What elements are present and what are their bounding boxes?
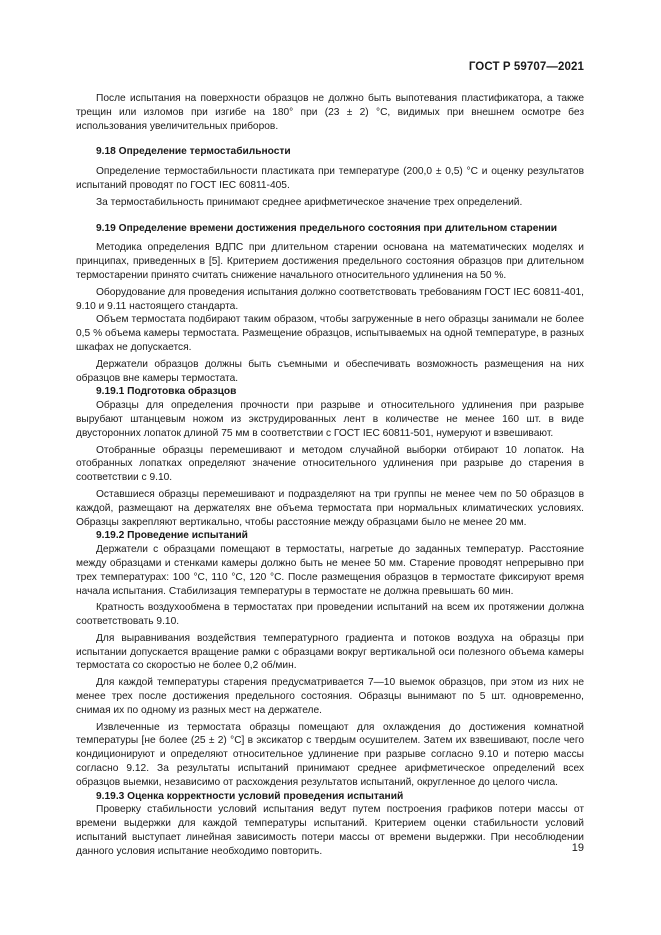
- paragraph: Извлеченные из термостата образцы помещают для охлаждения до достижения комнатной температуры [не более (25 ± 2) °С] в эксикатор с твердым осушителем. Затем их взвешивают, после чего кондиционируют и определяют относительное удлинение при разрыве согласно 9.10 и потерю массы согласно 9.12. За результаты испытаний принимают среднее арифметическое определений всех образцов выемки, независимо от расхождения результатов испытаний, округленное до целого числа.: [76, 721, 584, 788]
- paragraph: Для каждой температуры старения предусматривается 7—10 выемок образцов, при этом из них не менее трех после достижения предельного состояния. Образцы вынимают по 5 шт. одновременно, снимая их по одному из разных мест на держателе.: [76, 677, 584, 716]
- page-number: 19: [571, 842, 584, 854]
- paragraph: Для выравнивания воздействия температурного градиента и потоков воздуха на образцы при испытании допускается вращение рамки с образцами вокруг вертикальной оси полезного объема камеры термостата со скоростью не более 0,2 об/мин.: [76, 632, 584, 672]
- document-code-header: ГОСТ Р 59707—2021: [468, 61, 584, 73]
- paragraph: Кратность воздухообмена в термостатах при проведении испытаний на всем их протяжении должна соответствовать 9.10.: [76, 602, 584, 628]
- paragraph: Оставшиеся образцы перемешивают и подразделяют на три группы не менее чем по 50 образцов в каждой, размещают на держателях вне объема термостата при нормальных климатических условиях. Образцы закрепляют вертикально, чтобы расстояние между образцами было не менее 20 мм.: [76, 488, 584, 528]
- paragraph: Объем термостата подбирают таким образом, чтобы загруженные в него образцы занимали не более 0,5 % объема камеры термостата. Размещение образцов, испытываемых на одной температуре, в разных шкафах не допускается.: [76, 314, 584, 353]
- paragraph: Проверку стабильности условий испытания ведут путем построения графиков потери массы от времени выдержки для каждой температуры испытаний. Критерием оценки стабильности условий испытаний выступает линейная зависимость потери массы от времени выдержки. При несоблюдении данного условия испытание необходимо повторить.: [76, 804, 584, 857]
- subsection-heading: 9.19.2 Проведение испытаний: [96, 530, 248, 542]
- section-heading: 9.19 Определение времени достижения предельного состояния при длительном старении: [96, 222, 558, 234]
- paragraph: За термостабильность принимают среднее арифметическое значение трех определений.: [96, 196, 523, 208]
- paragraph: Методика определения ВДПС при длительном старении основана на математических моделях и принципах, приведенных в [5]. Критерием достижения предельного состояния образцов при длительном термостарении принято считать снижение начального относительного удлинения на 50 %.: [76, 242, 584, 281]
- document-body: [76, 92, 584, 859]
- paragraph: Оборудование для проведения испытания должно соответствовать требованиям ГОСТ IEC 60811-401, 9.10 и 9.11 настоящего стандарта.: [76, 286, 584, 312]
- section-heading: 9.18 Определение термостабильности: [96, 146, 291, 158]
- paragraph: Держатели образцов должны быть съемными и обеспечивать возможность размещения на них образцов вне камеры термостата.: [76, 358, 584, 384]
- paragraph: Определение термостабильности пластиката при температуре (200,0 ± 0,5) °С и оценку результатов испытаний проводят по ГОСТ IEC 60811-405.: [76, 166, 584, 191]
- paragraph: Держатели с образцами помещают в термостаты, нагретые до заданных температур. Расстояние между образцами и стенками камеры должно быть не менее 50 мм. Старение проводят непрерывно при трех температурах: 100 °С, 110 °С, 120 °С. После размещения образцов в термостате фиксируют время начала испытания. Стабилизация температуры в термостате не должна превышать 60 мин.: [76, 544, 584, 597]
- paragraph: Образцы для определения прочности при разрыве и относительного удлинения при разрыве вырубают штанцевым ножом из экструдированных лент в количестве не менее 160 шт. в виде двусторонних лопаток длиной 75 мм в соответствии с ГОСТ IEC 60811-501, нумеруют и взвешивают.: [76, 400, 584, 439]
- paragraph: Отобранные образцы перемешивают и методом случайной выборки отбирают 10 лопаток. На отобранных лопатках определяют значение относительного удлинения при разрыве до старения в соответствии с 9.10.: [76, 444, 584, 484]
- subsection-heading: 9.19.3 Оценка корректности условий проведения испытаний: [96, 790, 404, 802]
- paragraph: После испытания на поверхности образцов не должно быть выпотевания пластификатора, а также трещин или изломов при изгибе на 180° при (23 ± 2) °С, видимых при внешнем осмотре без использования увеличительных приборов.: [76, 93, 584, 132]
- subsection-heading: 9.19.1 Подготовка образцов: [96, 386, 237, 398]
